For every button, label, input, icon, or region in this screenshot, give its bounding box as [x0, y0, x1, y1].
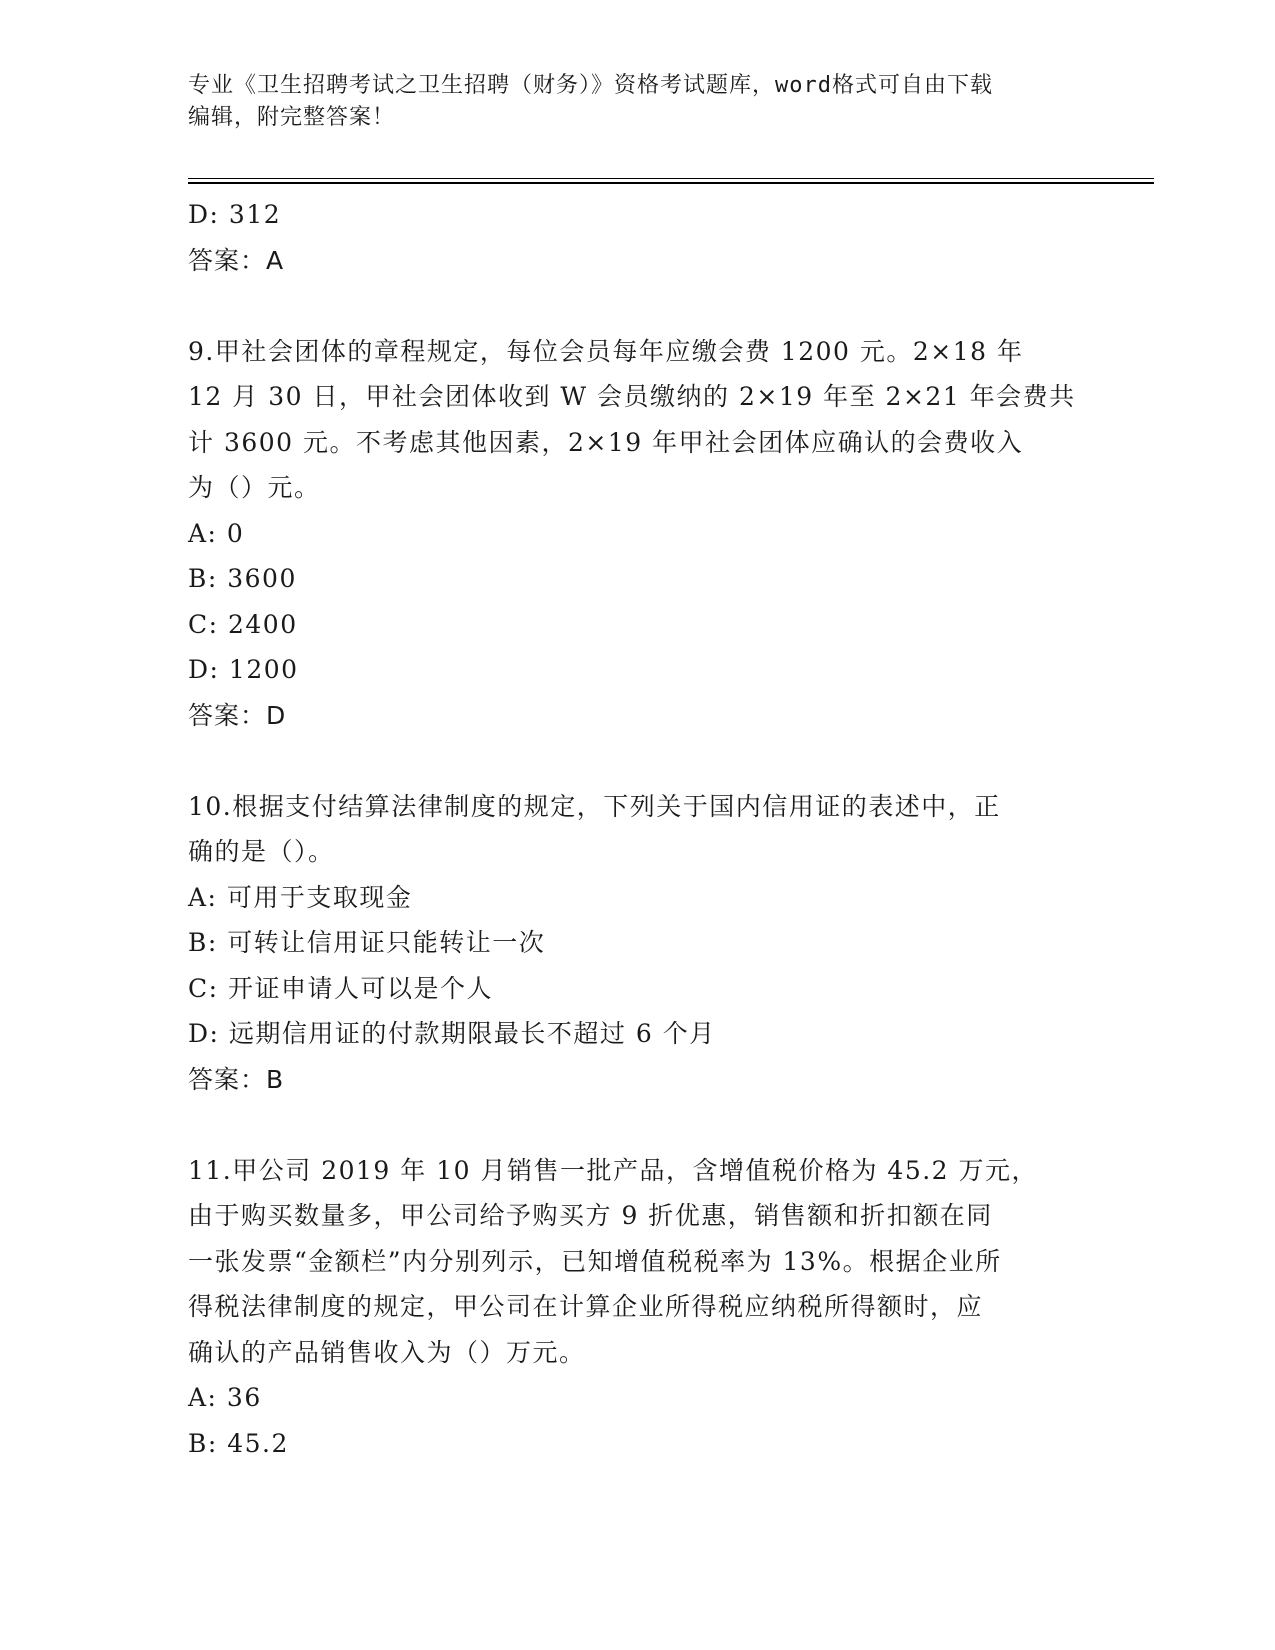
option-a: A: 0 — [188, 518, 245, 548]
question-stem-line: 12 月 30 日，甲社会团体收到 W 会员缴纳的 2×19 年至 2×21 年会费共 — [188, 382, 1076, 411]
question-stem-line: 9.甲社会团体的章程规定，每位会员每年应缴会费 1200 元。2×18 年 — [188, 336, 1024, 366]
answer: 答案：D — [188, 700, 287, 730]
option-d: D: 1200 — [188, 655, 299, 684]
option-c: C: 开证申请人可以是个人 — [188, 973, 493, 1003]
question-10 — [188, 784, 1088, 1103]
answer: 答案：B — [188, 1064, 285, 1094]
document-body — [188, 192, 1088, 1466]
header-line-2: 编辑，附完整答案！ — [188, 105, 396, 130]
question-11 — [188, 1148, 1088, 1467]
option-d: D: 312 — [188, 200, 282, 229]
spacer — [188, 1102, 1088, 1148]
option-c: C: 2400 — [188, 609, 298, 639]
question-9 — [188, 329, 1088, 739]
option-a: A: 36 — [188, 1383, 262, 1412]
question-stem-line: 确认的产品销售收入为（）万元。 — [188, 1337, 586, 1367]
question-stem-line: 由于购买数量多，甲公司给予购买方 9 折优惠，销售额和折扣额在同 — [188, 1201, 993, 1230]
answer: 答案：A — [188, 245, 285, 275]
option-a: A: 可用于支取现金 — [188, 882, 413, 912]
question-stem-line: 一张发票“金额栏”内分别列示，已知增值税税率为 13%。根据企业所 — [188, 1246, 1002, 1276]
option-b: B: 3600 — [188, 564, 297, 593]
question-stem-line: 为（）元。 — [188, 473, 321, 502]
header-rule-thin — [188, 178, 1154, 179]
spacer — [188, 738, 1088, 784]
page-header — [188, 70, 1068, 134]
option-d: D: 远期信用证的付款期限最长不超过 6 个月 — [188, 1019, 716, 1048]
header-rule-thick — [188, 182, 1154, 184]
question-stem-line: 10.根据支付结算法律制度的规定，下列关于国内信用证的表述中，正 — [188, 791, 1001, 821]
previous-question-tail — [188, 192, 1088, 283]
question-stem-line: 11.甲公司 2019 年 10 月销售一批产品，含增值税价格为 45.2 万元， — [188, 1155, 1039, 1185]
option-b: B: 45.2 — [188, 1428, 289, 1458]
question-stem-line: 确的是（）。 — [188, 837, 335, 866]
question-stem-line: 得税法律制度的规定，甲公司在计算企业所得税应纳税所得额时，应 — [188, 1292, 984, 1321]
header-line-1: 专业《卫生招聘考试之卫生招聘（财务）》资格考试题库，word格式可自由下载 — [188, 73, 993, 98]
spacer — [188, 283, 1088, 329]
option-b: B: 可转让信用证只能转让一次 — [188, 928, 546, 957]
question-stem-line: 计 3600 元。不考虑其他因素，2×19 年甲社会团体应确认的会费收入 — [188, 427, 1024, 457]
